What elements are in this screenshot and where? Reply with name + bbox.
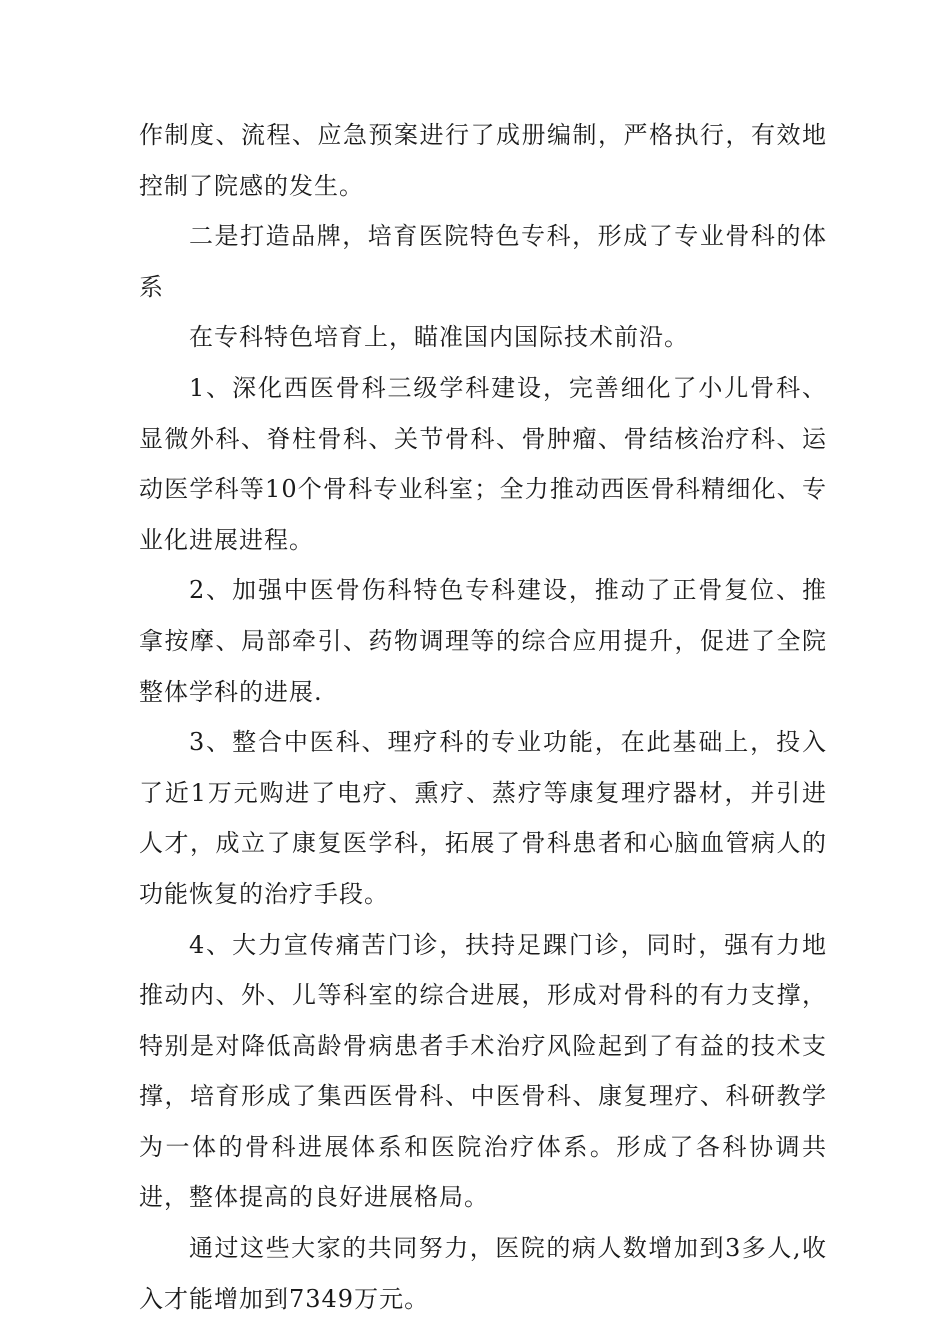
paragraph-1: 作制度、流程、应急预案进行了成册编制，严格执行，有效地控制了院感的发生。 bbox=[139, 121, 827, 200]
document-body bbox=[139, 110, 827, 1324]
paragraph-6-item-3: 3、整合中医科、理疗科的专业功能，在此基础上，投入了近1万元购进了电疗、熏疗、蒸疗等康复理疗器材，并引进人才，成立了康复医学科，拓展了骨科患者和心脑血管病人的功能恢复的治疗手段。 bbox=[139, 728, 827, 908]
paragraph-5-item-2: 2、加强中医骨伤科特色专科建设，推动了正骨复位、推拿按摩、局部牵引、药物调理等的综合应用提升，促进了全院整体学科的进展. bbox=[139, 576, 827, 706]
paragraph-8-summary: 通过这些大家的共同努力，医院的病人数增加到3多人,收入才能增加到7349万元。 bbox=[139, 1234, 827, 1313]
paragraph-4-item-1: 1、深化西医骨科三级学科建设，完善细化了小儿骨科、显微外科、脊柱骨科、关节骨科、骨肿瘤、骨结核治疗科、运动医学科等10个骨科专业科室；全力推动西医骨科精细化、专业化进展进程。 bbox=[139, 373, 827, 554]
paragraph-3: 在专科特色培育上，瞄准国内国际技术前沿。 bbox=[189, 323, 689, 352]
paragraph-2-heading: 二是打造品牌，培育医院特色专科，形成了专业骨科的体系 bbox=[139, 222, 827, 301]
paragraph-7-item-4: 4、大力宣传痛苦门诊，扶持足踝门诊，同时，强有力地推动内、外、儿等科室的综合进展，形成对骨科的有力支撑，特别是对降低高龄骨病患者手术治疗风险起到了有益的技术支撑，培育形成了集西医骨科、中医骨科、康复理疗、科研教学为一体的骨科进展体系和医院治疗体系。形成了各科协调共进，整体提高的良好进展格局。 bbox=[139, 930, 827, 1212]
